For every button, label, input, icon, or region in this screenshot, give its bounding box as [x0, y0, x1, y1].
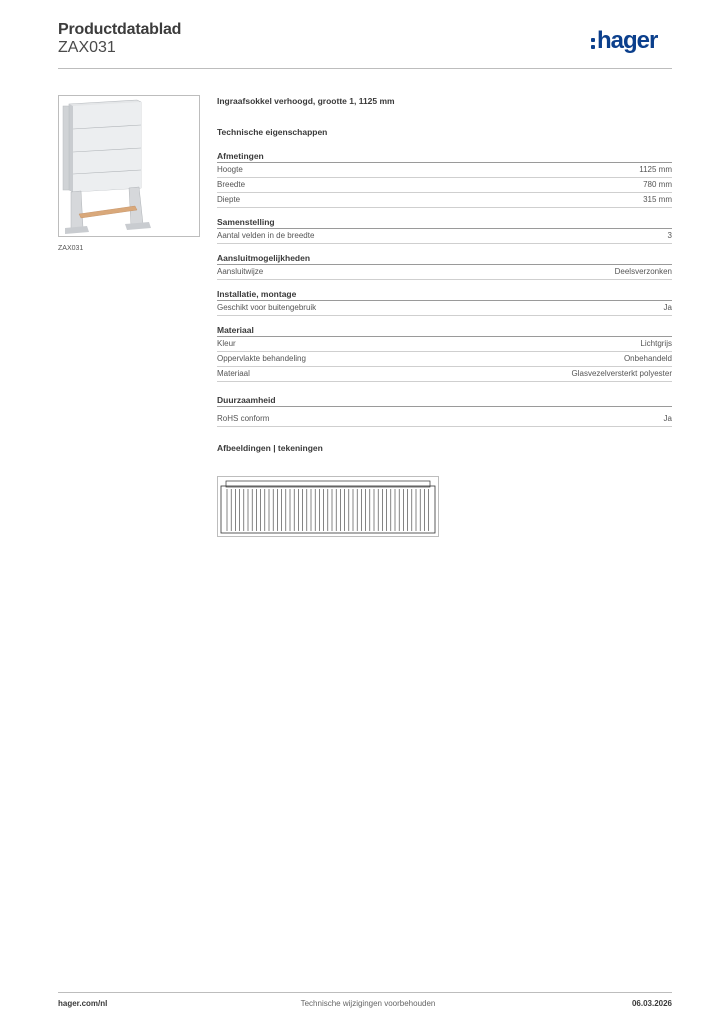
product-details: [217, 96, 672, 453]
header-divider: [58, 68, 672, 69]
spec-group-dimensions: [217, 150, 672, 208]
spec-row: [217, 178, 672, 193]
spec-row: [217, 337, 672, 352]
spec-label: Kleur: [217, 339, 236, 348]
spec-group-title: Installatie, montage: [217, 288, 672, 301]
spec-group-title: Afmetingen: [217, 150, 672, 163]
product-photo: [58, 95, 200, 237]
spec-group-material: [217, 324, 672, 382]
technical-drawing: [217, 476, 439, 537]
spec-group-sustainability: [217, 394, 672, 427]
spec-group-installation: [217, 288, 672, 316]
spec-row: [217, 163, 672, 178]
spec-row: [217, 265, 672, 280]
footer-website[interactable]: hager.com/nl: [58, 999, 108, 1008]
front-view-drawing: [218, 477, 438, 536]
spec-group-title: Samenstelling: [217, 216, 672, 229]
footer-divider: [58, 992, 672, 993]
spec-value: Onbehandeld: [623, 354, 672, 363]
spec-group-title: Duurzaamheid: [217, 394, 672, 407]
spec-group-title: Materiaal: [217, 324, 672, 337]
logo-dots-icon: [591, 38, 595, 49]
spec-value: 780 mm: [643, 180, 672, 189]
spec-label: Breedte: [217, 180, 246, 189]
spec-label: RoHS conform: [217, 414, 270, 423]
spec-label: Geschikt voor buitengebruik: [217, 303, 317, 312]
images-drawings-heading: Afbeeldingen | tekeningen: [217, 443, 323, 453]
spec-row: [217, 352, 672, 367]
hager-logo: [591, 28, 657, 54]
photo-caption: ZAX031: [58, 245, 84, 252]
spec-row: [217, 301, 672, 316]
footer-date: 06.03.2026: [631, 999, 672, 1008]
spec-row: [217, 193, 672, 208]
document-title: Productdatablad: [58, 21, 182, 38]
spec-label: Materiaal: [217, 369, 250, 378]
enclosure-on-plinth-image: [59, 96, 199, 236]
logo-text: hager: [597, 27, 658, 54]
spec-label: Oppervlakte behandeling: [217, 354, 306, 363]
product-code: ZAX031: [58, 39, 116, 56]
technical-properties-heading: Technische eigenschappen: [217, 127, 328, 137]
spec-row: [217, 412, 672, 427]
spec-value: 1125 mm: [639, 165, 672, 174]
spec-label: Diepte: [217, 195, 241, 204]
spec-row: [217, 229, 672, 244]
spec-group-composition: [217, 216, 672, 244]
spec-value: Lichtgrijs: [640, 339, 672, 348]
spec-group-title: Aansluitmogelijkheden: [217, 252, 672, 265]
spec-value: Ja: [663, 414, 672, 423]
spec-value: 3: [667, 231, 672, 240]
spec-label: Aansluitwijze: [217, 267, 264, 276]
spec-group-connection: [217, 252, 672, 280]
spec-value: Deelsverzonken: [614, 267, 672, 276]
spec-row: [217, 367, 672, 382]
spec-label: Aantal velden in de breedte: [217, 231, 315, 240]
spec-value: Ja: [663, 303, 672, 312]
spec-label: Hoogte: [217, 165, 243, 174]
spec-value: 315 mm: [643, 195, 672, 204]
footer-disclaimer: Technische wijzigingen voorbehouden: [300, 999, 436, 1008]
spec-value: Glasvezelversterkt polyester: [571, 369, 672, 378]
product-description: Ingraafsokkel verhoogd, grootte 1, 1125 mm: [217, 96, 395, 106]
